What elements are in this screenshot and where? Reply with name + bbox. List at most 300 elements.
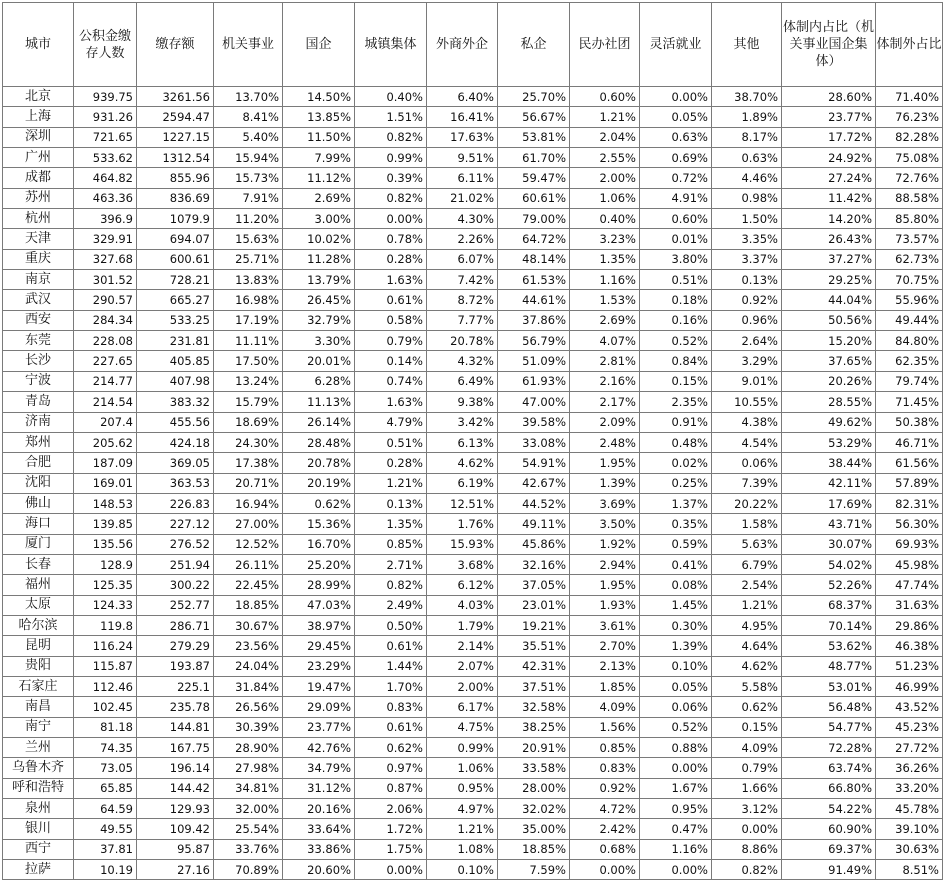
table-row xyxy=(3,534,943,554)
cell-state-owned: 11.28% xyxy=(283,249,355,269)
cell-city: 郑州 xyxy=(3,432,74,452)
cell-social-org: 2.09% xyxy=(570,412,640,432)
cell-foreign: 4.30% xyxy=(427,209,498,229)
cell-private: 37.51% xyxy=(498,676,570,696)
cell-amount: 728.21 xyxy=(137,270,214,290)
cell-contributors: 205.62 xyxy=(74,432,137,452)
table-row xyxy=(3,493,943,513)
cell-gov-institutions: 30.67% xyxy=(214,615,283,635)
cell-inside-share: 29.25% xyxy=(782,270,876,290)
cell-amount: 1312.54 xyxy=(137,148,214,168)
header-collective: 城镇集体 xyxy=(355,3,427,87)
cell-state-owned: 23.77% xyxy=(283,717,355,737)
table-row xyxy=(3,331,943,351)
cell-inside-share: 53.29% xyxy=(782,432,876,452)
cell-inside-share: 49.62% xyxy=(782,412,876,432)
table-row xyxy=(3,249,943,269)
cell-amount: 227.12 xyxy=(137,514,214,534)
cell-city: 杭州 xyxy=(3,209,74,229)
cell-gov-institutions: 26.56% xyxy=(214,697,283,717)
cell-inside-share: 26.43% xyxy=(782,229,876,249)
table-row xyxy=(3,595,943,615)
cell-state-owned: 16.70% xyxy=(283,534,355,554)
cell-inside-share: 23.77% xyxy=(782,107,876,127)
cell-collective: 0.14% xyxy=(355,351,427,371)
header-state-owned: 国企 xyxy=(283,3,355,87)
cell-outside-share: 62.35% xyxy=(876,351,943,371)
cell-other: 4.38% xyxy=(712,412,782,432)
cell-private: 23.01% xyxy=(498,595,570,615)
cell-amount: 1079.9 xyxy=(137,209,214,229)
cell-inside-share: 42.11% xyxy=(782,473,876,493)
table-row xyxy=(3,819,943,839)
cell-flexible: 0.06% xyxy=(640,697,712,717)
cell-collective: 1.51% xyxy=(355,107,427,127)
cell-collective: 4.79% xyxy=(355,412,427,432)
cell-contributors: 148.53 xyxy=(74,493,137,513)
cell-contributors: 228.08 xyxy=(74,331,137,351)
cell-amount: 226.83 xyxy=(137,493,214,513)
cell-inside-share: 54.02% xyxy=(782,554,876,574)
cell-foreign: 7.42% xyxy=(427,270,498,290)
cell-foreign: 4.62% xyxy=(427,453,498,473)
cell-state-owned: 13.85% xyxy=(283,107,355,127)
table-row xyxy=(3,656,943,676)
table-row xyxy=(3,676,943,696)
cell-state-owned: 20.78% xyxy=(283,453,355,473)
cell-gov-institutions: 13.83% xyxy=(214,270,283,290)
cell-social-org: 3.61% xyxy=(570,615,640,635)
header-gov-institutions: 机关事业 xyxy=(214,3,283,87)
cell-flexible: 3.80% xyxy=(640,249,712,269)
table-row xyxy=(3,351,943,371)
cell-amount: 196.14 xyxy=(137,758,214,778)
table-row xyxy=(3,738,943,758)
cell-other: 1.21% xyxy=(712,595,782,615)
table-row xyxy=(3,168,943,188)
cell-amount: 855.96 xyxy=(137,168,214,188)
table-row xyxy=(3,636,943,656)
cell-other: 9.01% xyxy=(712,371,782,391)
table-row xyxy=(3,412,943,432)
cell-contributors: 119.8 xyxy=(74,615,137,635)
cell-city: 广州 xyxy=(3,148,74,168)
cell-private: 32.02% xyxy=(498,799,570,819)
cell-state-owned: 28.48% xyxy=(283,432,355,452)
cell-state-owned: 7.99% xyxy=(283,148,355,168)
header-flexible: 灵活就业 xyxy=(640,3,712,87)
cell-gov-institutions: 17.38% xyxy=(214,453,283,473)
cell-contributors: 112.46 xyxy=(74,676,137,696)
cell-state-owned: 23.29% xyxy=(283,656,355,676)
cell-amount: 3261.56 xyxy=(137,87,214,107)
cell-inside-share: 14.20% xyxy=(782,209,876,229)
cell-other: 2.54% xyxy=(712,575,782,595)
cell-collective: 0.78% xyxy=(355,229,427,249)
cell-inside-share: 37.65% xyxy=(782,351,876,371)
cell-flexible: 1.16% xyxy=(640,839,712,859)
cell-gov-institutions: 70.89% xyxy=(214,860,283,880)
cell-foreign: 6.07% xyxy=(427,249,498,269)
cell-city: 上海 xyxy=(3,107,74,127)
cell-collective: 0.62% xyxy=(355,738,427,758)
cell-state-owned: 20.19% xyxy=(283,473,355,493)
cell-social-org: 2.13% xyxy=(570,656,640,676)
cell-social-org: 1.35% xyxy=(570,249,640,269)
cell-outside-share: 31.63% xyxy=(876,595,943,615)
cell-social-org: 2.55% xyxy=(570,148,640,168)
cell-private: 42.31% xyxy=(498,656,570,676)
cell-outside-share: 62.73% xyxy=(876,249,943,269)
cell-outside-share: 57.89% xyxy=(876,473,943,493)
cell-outside-share: 61.56% xyxy=(876,453,943,473)
cell-amount: 836.69 xyxy=(137,188,214,208)
cell-social-org: 1.93% xyxy=(570,595,640,615)
cell-city: 北京 xyxy=(3,87,74,107)
cell-private: 44.61% xyxy=(498,290,570,310)
cell-private: 25.70% xyxy=(498,87,570,107)
cell-flexible: 0.48% xyxy=(640,432,712,452)
table-row xyxy=(3,778,943,798)
cell-social-org: 2.17% xyxy=(570,392,640,412)
cell-outside-share: 45.98% xyxy=(876,554,943,574)
cell-private: 56.79% xyxy=(498,331,570,351)
cell-foreign: 21.02% xyxy=(427,188,498,208)
cell-inside-share: 30.07% xyxy=(782,534,876,554)
cell-amount: 252.77 xyxy=(137,595,214,615)
cell-city: 宁波 xyxy=(3,371,74,391)
cell-other: 3.35% xyxy=(712,229,782,249)
cell-gov-institutions: 7.91% xyxy=(214,188,283,208)
header-contributors: 公积金缴存人数 xyxy=(74,3,137,87)
cell-foreign: 7.77% xyxy=(427,310,498,330)
cell-other: 0.15% xyxy=(712,717,782,737)
cell-contributors: 65.85 xyxy=(74,778,137,798)
cell-contributors: 207.4 xyxy=(74,412,137,432)
cell-city: 东莞 xyxy=(3,331,74,351)
cell-foreign: 1.76% xyxy=(427,514,498,534)
cell-gov-institutions: 15.63% xyxy=(214,229,283,249)
cell-collective: 0.87% xyxy=(355,778,427,798)
cell-collective: 0.28% xyxy=(355,249,427,269)
cell-outside-share: 46.99% xyxy=(876,676,943,696)
cell-state-owned: 3.00% xyxy=(283,209,355,229)
cell-inside-share: 48.77% xyxy=(782,656,876,676)
cell-amount: 286.71 xyxy=(137,615,214,635)
cell-gov-institutions: 24.04% xyxy=(214,656,283,676)
cell-inside-share: 20.26% xyxy=(782,371,876,391)
cell-foreign: 2.00% xyxy=(427,676,498,696)
cell-foreign: 6.40% xyxy=(427,87,498,107)
cell-collective: 0.00% xyxy=(355,209,427,229)
cell-flexible: 0.91% xyxy=(640,412,712,432)
cell-other: 4.62% xyxy=(712,656,782,676)
cell-outside-share: 71.40% xyxy=(876,87,943,107)
cell-amount: 279.29 xyxy=(137,636,214,656)
cell-social-org: 1.06% xyxy=(570,188,640,208)
cell-amount: 665.27 xyxy=(137,290,214,310)
cell-inside-share: 11.42% xyxy=(782,188,876,208)
cell-contributors: 327.68 xyxy=(74,249,137,269)
cell-foreign: 9.51% xyxy=(427,148,498,168)
cell-state-owned: 29.09% xyxy=(283,697,355,717)
cell-city: 福州 xyxy=(3,575,74,595)
cell-gov-institutions: 31.84% xyxy=(214,676,283,696)
cell-flexible: 0.10% xyxy=(640,656,712,676)
cell-city: 海口 xyxy=(3,514,74,534)
header-outside-share: 体制外占比 xyxy=(876,3,943,87)
cell-flexible: 4.91% xyxy=(640,188,712,208)
cell-amount: 407.98 xyxy=(137,371,214,391)
cell-flexible: 0.05% xyxy=(640,676,712,696)
cell-flexible: 0.69% xyxy=(640,148,712,168)
cell-other: 3.37% xyxy=(712,249,782,269)
table-row xyxy=(3,839,943,859)
cell-private: 79.00% xyxy=(498,209,570,229)
cell-contributors: 102.45 xyxy=(74,697,137,717)
cell-foreign: 4.97% xyxy=(427,799,498,819)
cell-private: 60.61% xyxy=(498,188,570,208)
cell-social-org: 1.39% xyxy=(570,473,640,493)
cell-inside-share: 28.55% xyxy=(782,392,876,412)
cell-city: 昆明 xyxy=(3,636,74,656)
cell-other: 8.17% xyxy=(712,127,782,147)
cell-state-owned: 10.02% xyxy=(283,229,355,249)
cell-private: 7.59% xyxy=(498,860,570,880)
cell-collective: 2.06% xyxy=(355,799,427,819)
cell-foreign: 6.17% xyxy=(427,697,498,717)
cell-foreign: 20.78% xyxy=(427,331,498,351)
cell-inside-share: 50.56% xyxy=(782,310,876,330)
cell-inside-share: 53.62% xyxy=(782,636,876,656)
cell-private: 48.14% xyxy=(498,249,570,269)
table-row xyxy=(3,758,943,778)
cell-inside-share: 37.27% xyxy=(782,249,876,269)
cell-flexible: 0.60% xyxy=(640,209,712,229)
cell-state-owned: 6.28% xyxy=(283,371,355,391)
cell-other: 0.06% xyxy=(712,453,782,473)
cell-flexible: 0.52% xyxy=(640,717,712,737)
cell-social-org: 1.56% xyxy=(570,717,640,737)
cell-private: 33.08% xyxy=(498,432,570,452)
cell-city: 沈阳 xyxy=(3,473,74,493)
cell-other: 3.29% xyxy=(712,351,782,371)
cell-contributors: 125.35 xyxy=(74,575,137,595)
cell-collective: 0.39% xyxy=(355,168,427,188)
cell-contributors: 290.57 xyxy=(74,290,137,310)
cell-other: 0.00% xyxy=(712,819,782,839)
cell-foreign: 6.19% xyxy=(427,473,498,493)
cell-other: 0.96% xyxy=(712,310,782,330)
cell-city: 苏州 xyxy=(3,188,74,208)
cell-inside-share: 44.04% xyxy=(782,290,876,310)
cell-outside-share: 51.23% xyxy=(876,656,943,676)
cell-collective: 1.63% xyxy=(355,270,427,290)
cell-outside-share: 73.57% xyxy=(876,229,943,249)
cell-state-owned: 14.50% xyxy=(283,87,355,107)
cell-gov-institutions: 18.69% xyxy=(214,412,283,432)
cell-private: 37.86% xyxy=(498,310,570,330)
table-row xyxy=(3,697,943,717)
cell-foreign: 3.68% xyxy=(427,554,498,574)
cell-amount: 533.25 xyxy=(137,310,214,330)
cell-outside-share: 43.52% xyxy=(876,697,943,717)
cell-city: 西宁 xyxy=(3,839,74,859)
cell-private: 39.58% xyxy=(498,412,570,432)
cell-amount: 369.05 xyxy=(137,453,214,473)
cell-foreign: 15.93% xyxy=(427,534,498,554)
cell-inside-share: 72.28% xyxy=(782,738,876,758)
cell-flexible: 0.15% xyxy=(640,371,712,391)
cell-outside-share: 82.28% xyxy=(876,127,943,147)
cell-social-org: 4.72% xyxy=(570,799,640,819)
cell-social-org: 0.85% xyxy=(570,738,640,758)
cell-flexible: 0.00% xyxy=(640,860,712,880)
table-row xyxy=(3,575,943,595)
table-row xyxy=(3,127,943,147)
cell-gov-institutions: 26.11% xyxy=(214,554,283,574)
cell-outside-share: 47.74% xyxy=(876,575,943,595)
cell-flexible: 0.01% xyxy=(640,229,712,249)
cell-collective: 0.99% xyxy=(355,148,427,168)
cell-collective: 0.82% xyxy=(355,127,427,147)
cell-foreign: 16.41% xyxy=(427,107,498,127)
cell-gov-institutions: 15.94% xyxy=(214,148,283,168)
cell-amount: 27.16 xyxy=(137,860,214,880)
cell-inside-share: 17.72% xyxy=(782,127,876,147)
cell-other: 5.63% xyxy=(712,534,782,554)
cell-gov-institutions: 34.81% xyxy=(214,778,283,798)
cell-other: 1.50% xyxy=(712,209,782,229)
cell-foreign: 1.79% xyxy=(427,615,498,635)
cell-collective: 2.71% xyxy=(355,554,427,574)
cell-contributors: 73.05 xyxy=(74,758,137,778)
cell-contributors: 227.65 xyxy=(74,351,137,371)
cell-social-org: 4.09% xyxy=(570,697,640,717)
cell-private: 61.53% xyxy=(498,270,570,290)
cell-city: 重庆 xyxy=(3,249,74,269)
cell-private: 20.91% xyxy=(498,738,570,758)
cell-city: 天津 xyxy=(3,229,74,249)
cell-contributors: 81.18 xyxy=(74,717,137,737)
cell-collective: 2.49% xyxy=(355,595,427,615)
cell-private: 49.11% xyxy=(498,514,570,534)
cell-inside-share: 69.37% xyxy=(782,839,876,859)
cell-outside-share: 30.63% xyxy=(876,839,943,859)
cell-private: 38.25% xyxy=(498,717,570,737)
cell-gov-institutions: 11.20% xyxy=(214,209,283,229)
cell-gov-institutions: 11.11% xyxy=(214,331,283,351)
cell-state-owned: 3.30% xyxy=(283,331,355,351)
cell-foreign: 6.11% xyxy=(427,168,498,188)
cell-contributors: 187.09 xyxy=(74,453,137,473)
cell-social-org: 2.94% xyxy=(570,554,640,574)
cell-gov-institutions: 33.76% xyxy=(214,839,283,859)
cell-collective: 1.44% xyxy=(355,656,427,676)
cell-flexible: 0.47% xyxy=(640,819,712,839)
cell-gov-institutions: 27.00% xyxy=(214,514,283,534)
cell-collective: 1.75% xyxy=(355,839,427,859)
cell-state-owned: 38.97% xyxy=(283,615,355,635)
cell-other: 6.79% xyxy=(712,554,782,574)
cell-state-owned: 29.45% xyxy=(283,636,355,656)
cell-foreign: 2.07% xyxy=(427,656,498,676)
table-row xyxy=(3,432,943,452)
cell-state-owned: 25.20% xyxy=(283,554,355,574)
cell-inside-share: 52.26% xyxy=(782,575,876,595)
cell-inside-share: 27.24% xyxy=(782,168,876,188)
cell-collective: 0.28% xyxy=(355,453,427,473)
cell-amount: 424.18 xyxy=(137,432,214,452)
cell-state-owned: 0.62% xyxy=(283,493,355,513)
table-row xyxy=(3,554,943,574)
cell-other: 0.63% xyxy=(712,148,782,168)
cell-amount: 694.07 xyxy=(137,229,214,249)
cell-outside-share: 36.26% xyxy=(876,758,943,778)
cell-social-org: 2.70% xyxy=(570,636,640,656)
cell-state-owned: 33.64% xyxy=(283,819,355,839)
cell-gov-institutions: 15.79% xyxy=(214,392,283,412)
table-row xyxy=(3,107,943,127)
cell-contributors: 124.33 xyxy=(74,595,137,615)
cell-foreign: 12.51% xyxy=(427,493,498,513)
cell-outside-share: 70.75% xyxy=(876,270,943,290)
cell-inside-share: 43.71% xyxy=(782,514,876,534)
cell-other: 1.89% xyxy=(712,107,782,127)
cell-foreign: 4.32% xyxy=(427,351,498,371)
cell-flexible: 0.00% xyxy=(640,758,712,778)
cell-contributors: 284.34 xyxy=(74,310,137,330)
table-row xyxy=(3,860,943,880)
cell-amount: 193.87 xyxy=(137,656,214,676)
cell-city: 长沙 xyxy=(3,351,74,371)
cell-contributors: 396.9 xyxy=(74,209,137,229)
cell-contributors: 169.01 xyxy=(74,473,137,493)
cell-outside-share: 45.78% xyxy=(876,799,943,819)
cell-contributors: 139.85 xyxy=(74,514,137,534)
cell-city: 成都 xyxy=(3,168,74,188)
table-row xyxy=(3,371,943,391)
cell-foreign: 2.26% xyxy=(427,229,498,249)
cell-flexible: 0.00% xyxy=(640,87,712,107)
cell-inside-share: 63.74% xyxy=(782,758,876,778)
cell-foreign: 6.12% xyxy=(427,575,498,595)
cell-city: 乌鲁木齐 xyxy=(3,758,74,778)
cell-private: 45.86% xyxy=(498,534,570,554)
cell-amount: 129.93 xyxy=(137,799,214,819)
header-inside-share: 体制内占比（机关事业国企集体） xyxy=(782,3,876,87)
cell-amount: 225.1 xyxy=(137,676,214,696)
table-row xyxy=(3,209,943,229)
cell-amount: 405.85 xyxy=(137,351,214,371)
cell-contributors: 931.26 xyxy=(74,107,137,127)
cell-inside-share: 24.92% xyxy=(782,148,876,168)
cell-gov-institutions: 32.00% xyxy=(214,799,283,819)
cell-city: 南宁 xyxy=(3,717,74,737)
cell-city: 银川 xyxy=(3,819,74,839)
cell-amount: 2594.47 xyxy=(137,107,214,127)
cell-gov-institutions: 28.90% xyxy=(214,738,283,758)
cell-foreign: 0.10% xyxy=(427,860,498,880)
cell-other: 4.64% xyxy=(712,636,782,656)
cell-gov-institutions: 22.45% xyxy=(214,575,283,595)
cell-social-org: 2.00% xyxy=(570,168,640,188)
cell-outside-share: 85.80% xyxy=(876,209,943,229)
cell-foreign: 0.99% xyxy=(427,738,498,758)
header-private: 私企 xyxy=(498,3,570,87)
cell-amount: 235.78 xyxy=(137,697,214,717)
cell-private: 35.00% xyxy=(498,819,570,839)
